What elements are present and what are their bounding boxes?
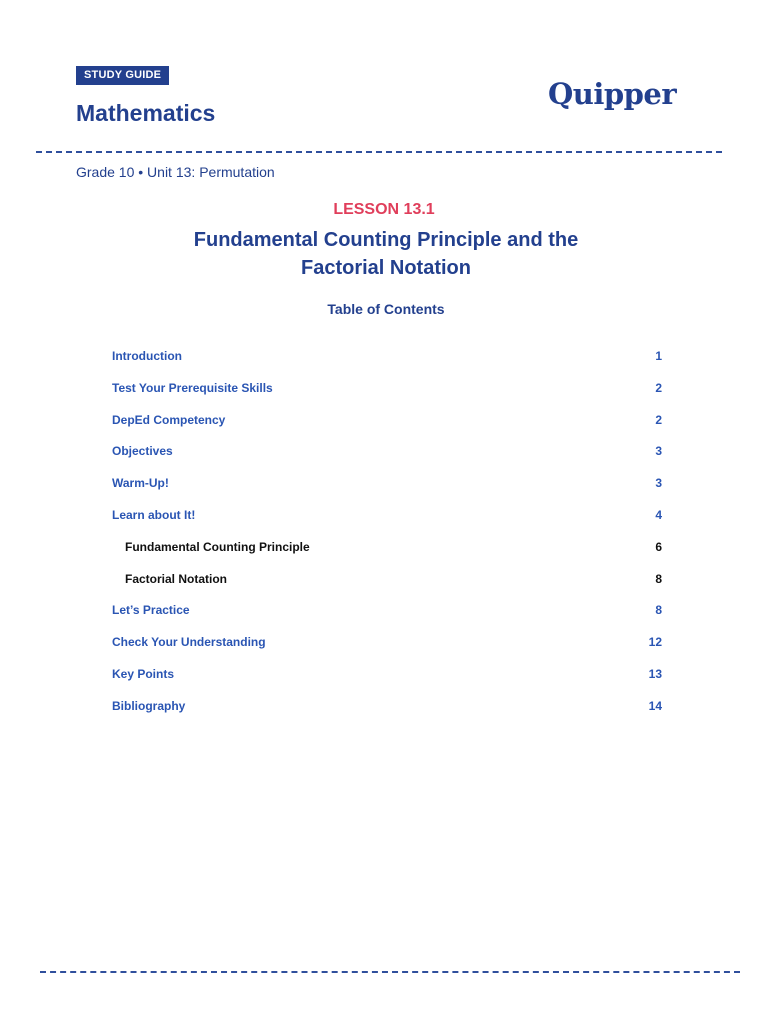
toc-entry-label[interactable]: Key Points [112, 666, 175, 681]
toc-entry[interactable] [112, 441, 662, 473]
toc-entry-page[interactable]: 13 [648, 666, 662, 681]
toc-entry[interactable] [112, 664, 662, 696]
toc-entry-label[interactable]: Learn about It! [112, 507, 196, 522]
toc-entry-label[interactable]: Fundamental Counting Principle [125, 539, 310, 554]
toc-entry-page[interactable]: 4 [655, 507, 662, 522]
toc-entry-page[interactable]: 8 [655, 571, 662, 586]
toc-entry-label[interactable]: Objectives [112, 444, 173, 459]
toc-entry-label[interactable]: Check Your Understanding [112, 635, 266, 650]
toc-entry-label[interactable]: Introduction [112, 349, 182, 363]
toc-entry-page[interactable]: 3 [655, 444, 662, 459]
footer-divider [40, 971, 740, 973]
toc-entry-page[interactable]: 1 [655, 349, 662, 363]
toc-entry[interactable] [112, 378, 662, 410]
lesson-title-line-2: Factorial Notation [300, 257, 471, 279]
toc-entry-page[interactable]: 2 [655, 412, 662, 427]
toc-entry[interactable] [112, 569, 662, 601]
toc-entry-page[interactable]: 14 [648, 698, 662, 713]
toc-entry[interactable] [112, 346, 662, 378]
lesson-label: LESSON 13.1 [333, 201, 435, 218]
subject-title: Mathematics [76, 100, 216, 126]
toc-entry-page[interactable]: 2 [655, 380, 662, 395]
toc-entry-label[interactable]: Warm-Up! [112, 476, 169, 491]
lesson-title [0, 226, 768, 282]
toc-entry[interactable] [112, 505, 662, 537]
header-divider [36, 151, 722, 153]
table-of-contents [112, 346, 662, 728]
toc-entry[interactable] [112, 473, 662, 505]
toc-entry[interactable] [112, 696, 662, 728]
toc-entry[interactable] [112, 537, 662, 569]
toc-entry-page[interactable]: 3 [655, 476, 662, 491]
lesson-title-line-1: Fundamental Counting Principle and the [193, 229, 579, 251]
toc-entry-label[interactable]: DepEd Competency [112, 412, 226, 427]
toc-entry-label[interactable]: Test Your Prerequisite Skills [112, 380, 273, 395]
unit-line: Grade 10 • Unit 13: Permutation [76, 164, 275, 180]
toc-entry[interactable] [112, 600, 662, 632]
toc-heading: Table of Contents [327, 301, 445, 317]
toc-entry-label[interactable]: Let’s Practice [112, 603, 190, 618]
toc-entry-page[interactable]: 12 [648, 635, 662, 650]
toc-entry-page[interactable]: 8 [655, 603, 662, 618]
toc-entry[interactable] [112, 410, 662, 442]
brand-logo: Quipper [548, 77, 677, 111]
study-guide-badge: STUDY GUIDE [76, 66, 169, 85]
toc-entry-label[interactable]: Factorial Notation [125, 571, 228, 586]
toc-entry[interactable] [112, 632, 662, 664]
toc-entry-page[interactable]: 6 [655, 539, 662, 554]
toc-entry-label[interactable]: Bibliography [112, 698, 186, 713]
